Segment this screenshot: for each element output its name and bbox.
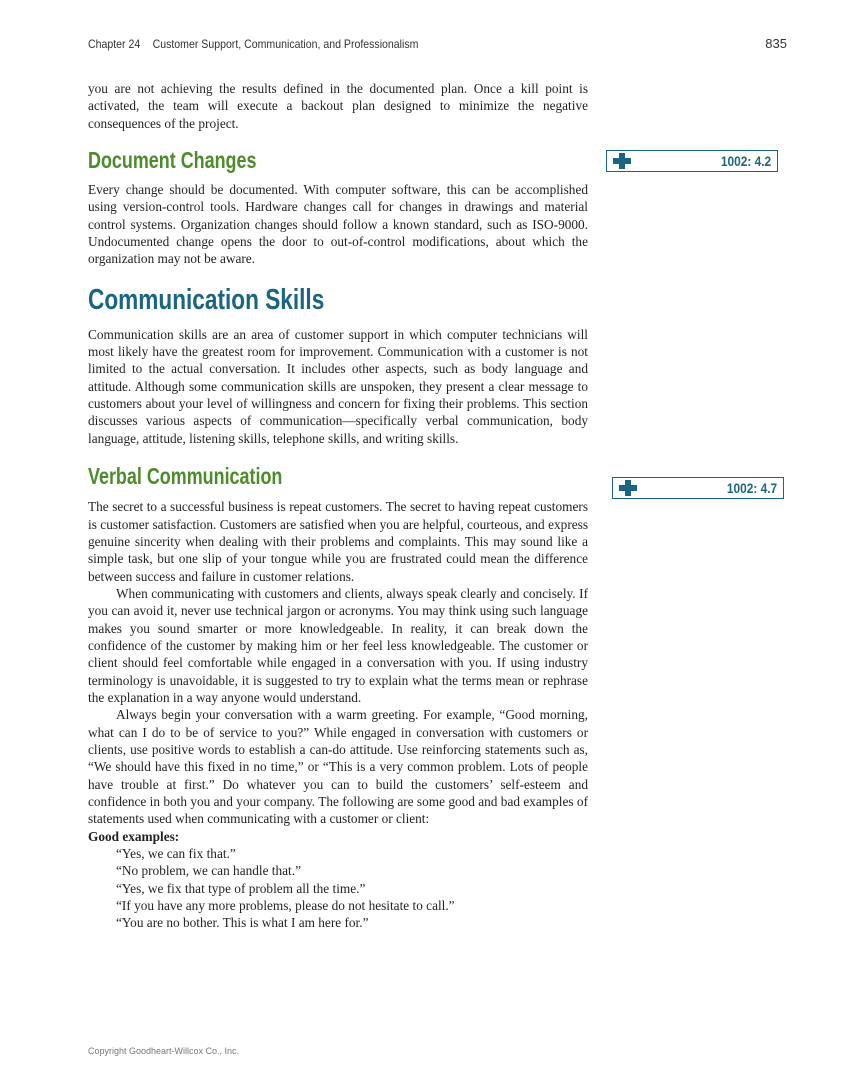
intro-paragraph: you are not achieving the results defined in the documented plan. Once a kill point is activated, the team will execute a backout plan designed to minimize the negative consequences of the project. [88, 81, 588, 131]
document-changes-paragraph: Every change should be documented. With computer software, this can be accomplished using version-control tools. Hardware changes call for changes in drawings and material control systems. Organization changes should follow a known standard, such as ISO-9000. Undocumented change opens the door to out-of-control modifications, about which the organization may not be aware. [88, 182, 588, 267]
good-example: “You are no bother. This is what I am here for.” [116, 915, 369, 931]
good-example: “Yes, we fix that type of problem all the time.” [116, 880, 366, 896]
exam-objective-box [612, 477, 784, 499]
good-example: “Yes, we can fix that.” [116, 846, 236, 862]
heading-communication-skills: Communication Skills [88, 283, 325, 316]
chapter-number: Chapter 24 [88, 37, 141, 51]
heading-verbal-communication: Verbal Communication [88, 463, 283, 490]
main-column [88, 80, 588, 932]
heading-document-changes: Document Changes [88, 147, 257, 174]
communication-skills-paragraph: Communication skills are an area of customer support in which computer technicians will most likely have the greatest room for improvement. Communication with a customer is not limited to the actual conversation. It includes other aspects, such as body language and attitude. Although some communication skills are unspoken, they present a clear message to customers about your level of willingness and concern for fixing their problems. This section discusses various aspects of communication—specifically verbal communication, body language, attitude, listening skills, telephone skills, and writing skills. [88, 326, 588, 446]
aplus-cross-icon [613, 152, 631, 170]
verbal-paragraph: When communicating with customers and clients, always speak clearly and concisely. If you can avoid it, never use technical jargon or acronyms. You may think using such language makes you sound smarter or more knowledgeable. In reality, it can break down the confidence of the customer by making him or her feel less knowledgeable. The customer or client should feel comfortable while engaged in a conversation with you. If using industry terminology is unavoidable, it is suggested to try to explain what the terms mean or rephrase the explanation in a way anyone would understand. [88, 585, 588, 705]
exam-objective-box [606, 150, 778, 172]
copyright-footer: Copyright Goodheart-Willcox Co., Inc. [88, 1046, 240, 1056]
good-examples-label: Good examples: [88, 828, 180, 844]
verbal-paragraph: Always begin your conversation with a warm greeting. For example, “Good morning, what can I do to be of service to you?” While engaged in conversation with customers or clients, use positive words to establish a can-do attitude. Use reinforcing statements such as, “We should have this fixed in no time,” or “This is a very common problem. Lots of people have trouble at first.” Do whatever you can to build the customers’ self-esteem and confidence in both you and your company. The following are some good and bad examples of statements used when communicating with a customer or client: [88, 707, 588, 827]
exam-objective-label: 1002: 4.2 [720, 153, 771, 169]
exam-objective-label: 1002: 4.7 [726, 480, 777, 496]
verbal-paragraph: The secret to a successful business is repeat customers. The secret to having repeat customers is customer satisfaction. Customers are satisfied when you are helpful, courteous, and express genuine sincerity when dealing with their problems and complaints. This may sound like a simple task, but one slip of your tongue while you are frustrated could mean the difference between success and failure in customer relations. [88, 499, 588, 584]
running-head [88, 37, 418, 51]
good-example: “No problem, we can handle that.” [116, 863, 301, 879]
good-example: “If you have any more problems, please do not hesitate to call.” [116, 898, 455, 914]
page-number: 835 [765, 36, 787, 51]
chapter-title: Customer Support, Communication, and Professionalism [152, 37, 419, 51]
aplus-cross-icon [619, 479, 637, 497]
